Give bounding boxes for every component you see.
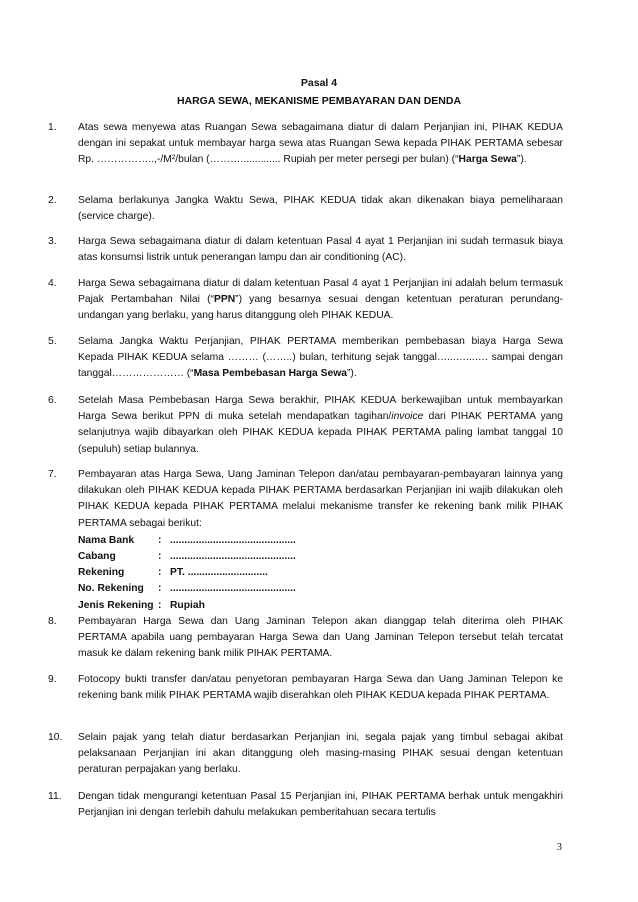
clause-6: 6. Setelah Masa Pembebasan Harga Sewa berakhir, PIHAK KEDUA berkewajiban untuk membayarkan Harga Sewa berikut PPN di muka setelah mendapatkan tagihan/invoice dari PIHAK PERTAMA yang selanjutnya wajib dibayarkan oleh PIHAK KEDUA kepada PIHAK PERTAMA paling lambat tanggal 10 (sepuluh) setiap bulannya. (48, 395, 563, 455)
account-number-row: No. Rekening : ............................................ (78, 583, 296, 595)
clause-2: 2. Selama berlakunya Jangka Waktu Sewa, PIHAK KEDUA tidak akan dikenakan biaya pemeliharaan (service charge). (48, 195, 563, 223)
account-type-row: Jenis Rekening : Rupiah (78, 599, 205, 611)
account-holder-row: Rekening : PT. ............................ (78, 567, 268, 579)
clause-5: 5. Selama Jangka Waktu Perjanjian, PIHAK PERTAMA memberikan pembebasan biaya Harga Sewa Kepada PIHAK KEDUA selama ……… (……..) bulan, terhitung sejak tanggal…...…...…. sampai dengan tanggal………………… (“Masa Pembebasan Harga Sewa”). (48, 336, 563, 380)
clause-9: 9. Fotocopy bukti transfer dan/atau penyetoran pembayaran Harga Sewa dan Uang Jaminan Telepon ke rekening bank milik PIHAK PERTAMA wajib diserahkan oleh PIHAK KEDUA kepada PIHAK PERTAMA. (48, 674, 563, 702)
clause-3: 3. Harga Sewa sebagaimana diatur di dalam ketentuan Pasal 4 ayat 1 Perjanjian ini sudah termasuk biaya atas konsumsi listrik untuk penerangan lampu dan air conditioning (AC). (48, 236, 563, 264)
article-number: Pasal 4 (300, 77, 338, 89)
clause-1: 1. Atas sewa menyewa atas Ruangan Sewa sebagaimana diatur di dalam Perjanjian ini, PIHAK KEDUA dengan ini sepakat untuk membayar harga sewa atas Ruangan Sewa kepada PIHAK PERTAMA sebesar Rp. ……………..,-/M²/bulan (……….............. Rupiah per meter persegi per bulan) (“Harga Sewa”). (48, 122, 563, 166)
clause-8: 8. Pembayaran Harga Sewa dan Uang Jaminan Telepon akan dianggap telah diterima oleh PIHAK PERTAMA apabila uang pembayaran Harga Sewa dan Uang Jaminan Telepon tersebut telah tercatat masuk ke dalam rekening bank milik PIHAK PERTAMA. (48, 616, 563, 660)
bank-branch-row: Cabang : ............................................ (78, 551, 296, 562)
clause-4: 4. Harga Sewa sebagaimana diatur di dalam ketentuan Pasal 4 ayat 1 Perjanjian ini adalah belum termasuk Pajak Pertambahan Nilai (“PPN”) yang besarnya sesuai dengan ketentuan peraturan perundang-undangan yang berlaku, yang harus ditanggung oleh PIHAK KEDUA. (48, 278, 563, 322)
bank-name-row: Nama Bank : ............................................ (78, 534, 296, 546)
page-number: 3 (556, 842, 562, 853)
clause-7: 7. Pembayaran atas Harga Sewa, Uang Jaminan Telepon dan/atau pembayaran-pembayaran lainnya yang dilakukan oleh PIHAK KEDUA kepada PIHAK PERTAMA berdasarkan Perjanjian ini wajib dilakukan oleh PIHAK KEDUA kepada PIHAK PERTAMA melalui mekanisme transfer ke rekening bank milik PIHAK PERTAMA sebagai berikut: Nama Bank : ............................................ Cabang : ............................................ Rekening : PT. ............................ No. Rekening : ............................................ Jenis Rekening : Rupiah (78, 467, 563, 614)
clause-10: 10. Selain pajak yang telah diatur berdasarkan Perjanjian ini, segala pajak yang timbul sebagai akibat pelaksanaan Perjanjian ini akan ditanggung oleh masing-masing PIHAK sesuai dengan ketentuan peraturan perpajakan yang berlaku. (48, 732, 563, 776)
clause-11: 11. Dengan tidak mengurangi ketentuan Pasal 15 Perjanjian ini, PIHAK PERTAMA berhak untuk mengakhiri Perjanjian ini dengan terlebih dahulu melakukan pemberitahuan secara tertulis (48, 791, 563, 819)
bank-details (78, 533, 563, 614)
article-title: HARGA SEWA, MEKANISME PEMBAYARAN DAN DENDA (176, 95, 462, 107)
